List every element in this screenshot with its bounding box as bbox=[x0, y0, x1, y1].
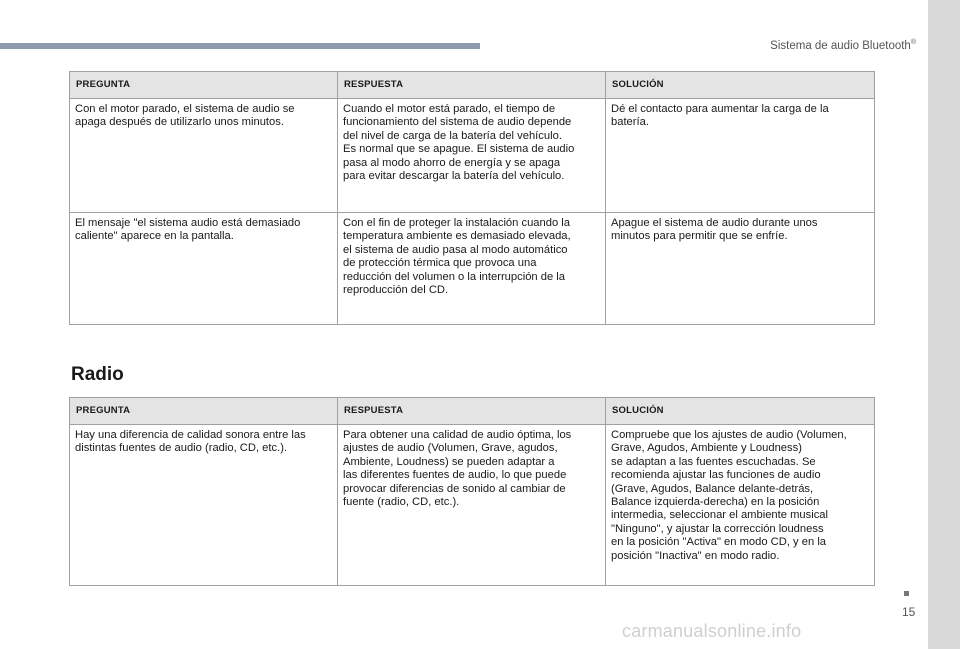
text-line: reducción del volumen o la interrupción de la bbox=[343, 270, 566, 283]
text-line: para evitar descargar la batería del vehículo. bbox=[343, 170, 565, 183]
text-line: Ambiente, Loudness) se pueden adaptar a bbox=[343, 455, 555, 468]
running-header-text: Sistema de audio Bluetooth bbox=[770, 39, 911, 52]
table-row bbox=[70, 213, 875, 325]
text-line: (Grave, Agudos, Balance delante-detrás, bbox=[611, 482, 814, 495]
header-respuesta: RESPUESTA bbox=[338, 72, 606, 99]
text-line: posición "Inactiva" en modo radio. bbox=[611, 549, 780, 562]
troubleshooting-table-audio bbox=[69, 71, 875, 325]
text-line: recomienda ajustar las funciones de audio bbox=[611, 469, 821, 482]
header-solucion: SOLUCIÓN bbox=[606, 72, 875, 99]
cell-solucion bbox=[606, 425, 875, 586]
text-line: Apague el sistema de audio durante unos bbox=[611, 217, 818, 229]
page-side-strip bbox=[928, 0, 960, 649]
text-line: ajustes de audio (Volumen, Grave, agudos, bbox=[343, 442, 558, 455]
header-pregunta: PREGUNTA bbox=[70, 398, 338, 425]
troubleshooting-table-radio bbox=[69, 397, 875, 586]
table-row bbox=[70, 99, 875, 213]
watermark-text: carmanualsonline.info bbox=[622, 621, 802, 641]
text-line: caliente" aparece en la pantalla. bbox=[75, 230, 234, 243]
text-line: Balance izquierda-derecha) en la posición bbox=[611, 496, 820, 509]
text-line: Es normal que se apague. El sistema de audio bbox=[343, 143, 575, 156]
header-accent-bar bbox=[0, 43, 480, 49]
text-line: apaga después de utilizarlo unos minutos. bbox=[75, 116, 284, 129]
text-line: Cuando el motor está parado, el tiempo de bbox=[343, 103, 556, 115]
text-line: reproducción del CD. bbox=[343, 284, 449, 297]
text-line: Dé el contacto para aumentar la carga de la bbox=[611, 103, 829, 115]
text-line: Grave, Agudos, Ambiente y Loudness) bbox=[611, 442, 802, 455]
text-line: Compruebe que los ajustes de audio (Volumen, bbox=[611, 429, 847, 441]
cell-pregunta bbox=[70, 425, 338, 586]
table-header-row bbox=[70, 398, 875, 425]
text-line: minutos para permitir que se enfríe. bbox=[611, 230, 788, 243]
cell-pregunta bbox=[70, 213, 338, 325]
text-line: Con el fin de proteger la instalación cuando la bbox=[343, 217, 571, 229]
section-title-radio: Radio bbox=[71, 364, 124, 385]
table-header-row bbox=[70, 72, 875, 99]
table-row bbox=[70, 425, 875, 586]
text-line: en la posición "Activa" en modo CD, y en la bbox=[611, 536, 827, 549]
cell-pregunta bbox=[70, 99, 338, 213]
text-line: temperatura ambiente es demasiado elevada, bbox=[343, 230, 571, 243]
page-number: 15 bbox=[902, 605, 916, 619]
text-line: El mensaje "el sistema audio está demasiado bbox=[75, 217, 301, 229]
text-line: Con el motor parado, el sistema de audio se bbox=[75, 103, 295, 115]
cell-solucion bbox=[606, 99, 875, 213]
cell-solucion bbox=[606, 213, 875, 325]
header-solucion: SOLUCIÓN bbox=[606, 398, 875, 425]
header-pregunta: PREGUNTA bbox=[70, 72, 338, 99]
text-line: las diferentes fuentes de audio, lo que puede bbox=[343, 469, 567, 482]
text-line: se adaptan a las fuentes escuchadas. Se bbox=[611, 455, 816, 468]
text-line: provocar diferencias de sonido al cambiar de bbox=[343, 482, 566, 495]
cell-respuesta bbox=[338, 425, 606, 586]
text-line: Para obtener una calidad de audio óptima, los bbox=[343, 429, 572, 441]
text-line: el sistema de audio pasa al modo automático bbox=[343, 243, 568, 256]
text-line: funcionamiento del sistema de audio depende bbox=[343, 116, 572, 129]
text-line: intermedia, seleccionar el ambiente musical bbox=[611, 509, 829, 522]
page-corner-mark bbox=[904, 591, 909, 596]
text-line: "Ninguno", y ajustar la corrección loudness bbox=[611, 522, 824, 535]
text-line: pasa al modo ahorro de energía y se apaga bbox=[343, 156, 561, 169]
running-header bbox=[770, 39, 916, 52]
text-line: fuente (radio, CD, etc.). bbox=[343, 496, 460, 509]
cell-respuesta bbox=[338, 99, 606, 213]
registered-mark: ® bbox=[910, 39, 916, 46]
text-line: del nivel de carga de la batería del vehículo. bbox=[343, 129, 562, 142]
header-respuesta: RESPUESTA bbox=[338, 398, 606, 425]
text-line: de protección térmica que provoca una bbox=[343, 257, 537, 270]
cell-respuesta bbox=[338, 213, 606, 325]
text-line: distintas fuentes de audio (radio, CD, etc.). bbox=[75, 442, 288, 455]
text-line: batería. bbox=[611, 116, 649, 129]
text-line: Hay una diferencia de calidad sonora entre las bbox=[75, 429, 306, 441]
